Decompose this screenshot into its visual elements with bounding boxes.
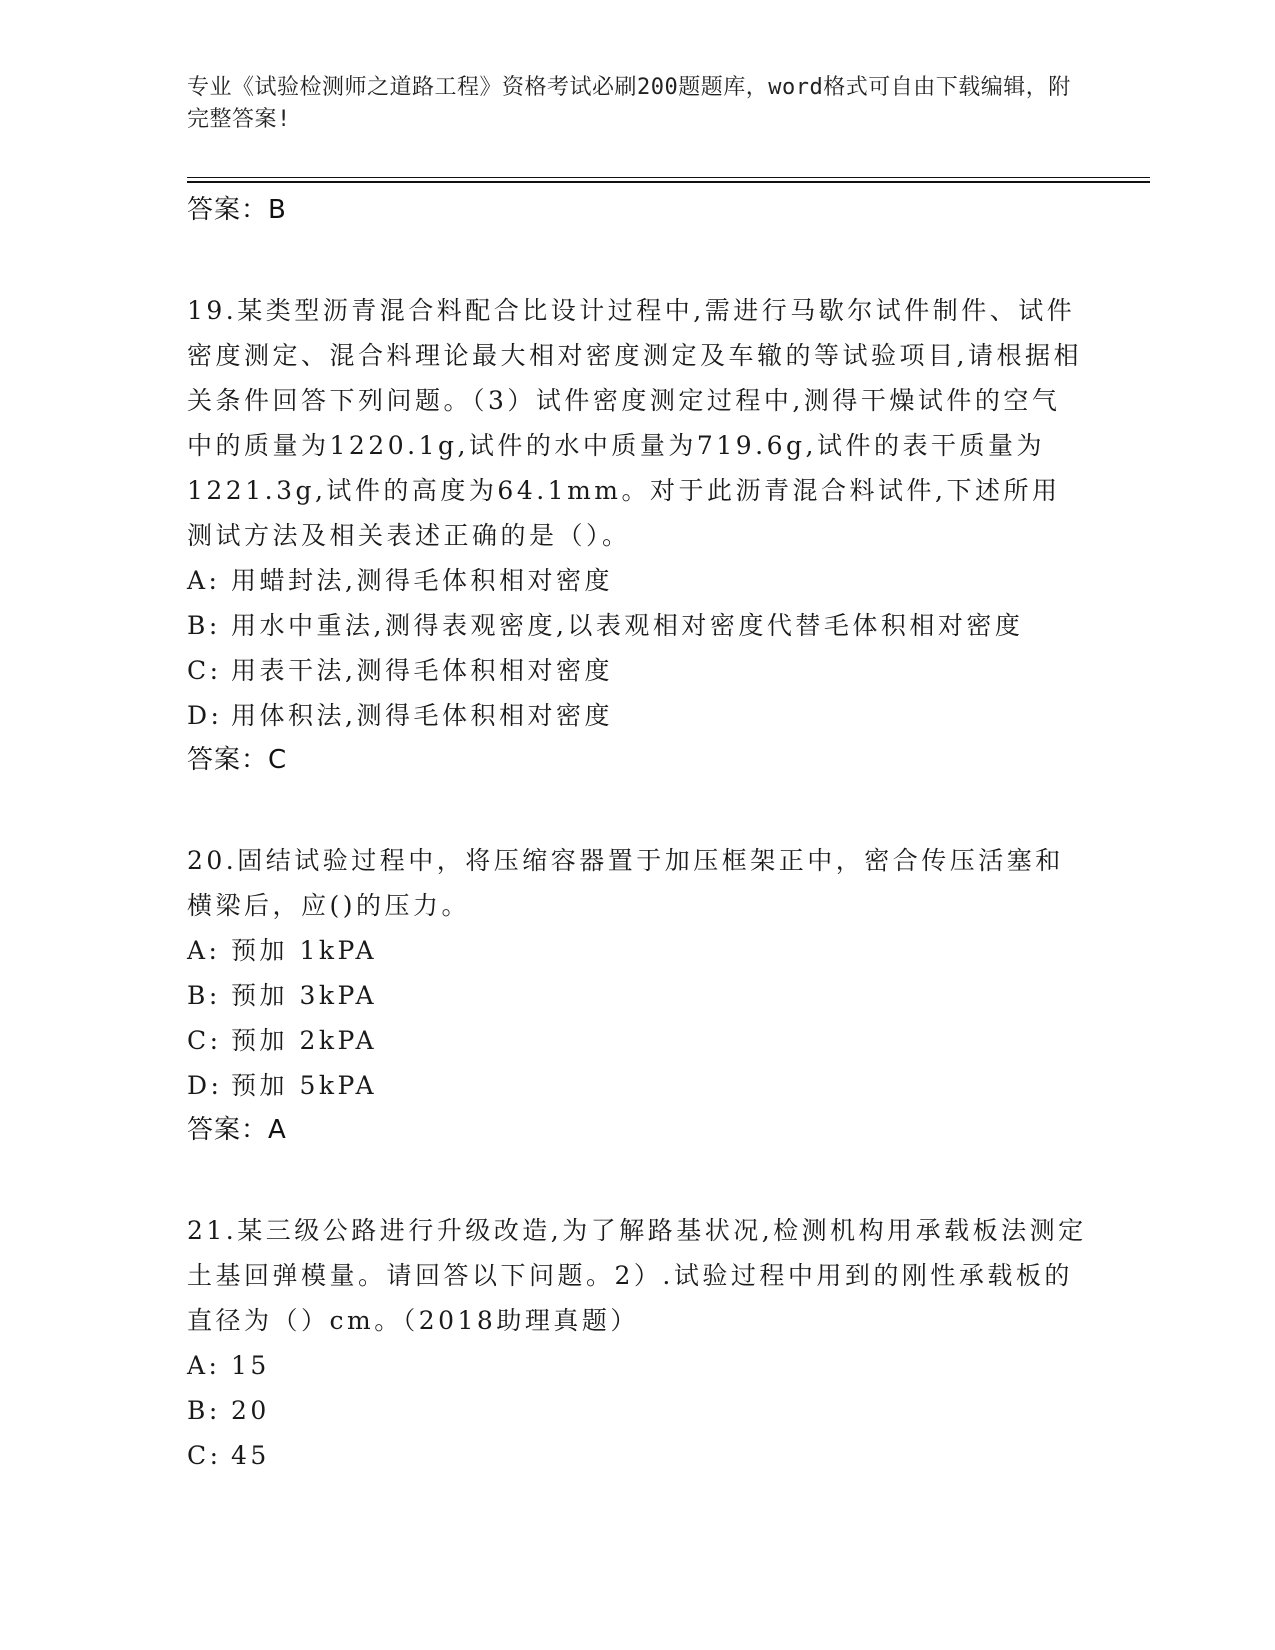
header-rule-thin <box>187 177 1150 178</box>
option-text: 预加 3kPA <box>231 981 378 1010</box>
option-letter: C: <box>187 1441 222 1470</box>
option-text: 预加 2kPA <box>231 1026 378 1055</box>
option-letter: D: <box>187 701 223 730</box>
option-letter: C: <box>187 656 222 685</box>
option-letter: D: <box>187 1071 223 1100</box>
option-a <box>187 928 1087 973</box>
option-text: 20 <box>231 1396 270 1425</box>
option-letter: B: <box>187 1396 221 1425</box>
option-a <box>187 558 1087 603</box>
question-item <box>187 288 1087 782</box>
question-item <box>187 1208 1087 1478</box>
option-b <box>187 1388 1087 1433</box>
option-c <box>187 1433 1087 1478</box>
document-content <box>187 188 1087 1478</box>
question-text: 21.某三级公路进行升级改造,为了解路基状况,检测机构用承载板法测定土基回弹模量。请回答以下问题。2）.试验过程中用到的刚性承载板的直径为（）cm。（2018助理真题） <box>187 1216 1087 1335</box>
option-b <box>187 603 1087 648</box>
option-text: 用体积法,测得毛体积相对密度 <box>231 701 613 730</box>
option-letter: A: <box>187 936 221 965</box>
option-b <box>187 973 1087 1018</box>
option-letter: B: <box>187 611 221 640</box>
option-text: 用水中重法,测得表观密度,以表观相对密度代替毛体积相对密度 <box>231 611 1024 640</box>
option-text: 用蜡封法,测得毛体积相对密度 <box>231 566 613 595</box>
option-text: 预加 1kPA <box>231 936 378 965</box>
answer-line: 答案：C <box>187 745 288 775</box>
option-c <box>187 648 1087 693</box>
option-letter: A: <box>187 566 221 595</box>
option-letter: A: <box>187 1351 221 1380</box>
option-text: 15 <box>231 1351 270 1380</box>
question-text: 20.固结试验过程中，将压缩容器置于加压框架正中，密合传压活塞和横梁后，应()的压力。 <box>187 846 1064 920</box>
option-c <box>187 1018 1087 1063</box>
option-d <box>187 1063 1087 1108</box>
option-d <box>187 693 1087 738</box>
question-item <box>187 838 1087 1152</box>
answer-line: 答案：A <box>187 1115 287 1145</box>
option-a <box>187 1343 1087 1388</box>
option-text: 45 <box>231 1441 270 1470</box>
page-header: 专业《试验检测师之道路工程》资格考试必刷200题题库，word格式可自由下载编辑，附完整答案! <box>187 75 1071 132</box>
question-text: 19.某类型沥青混合料配合比设计过程中,需进行马歇尔试件制件、试件密度测定、混合料理论最大相对密度测定及车辙的等试验项目,请根据相关条件回答下列问题。（3）试件密度测定过程中,测得干燥试件的空气中的质量为1220.1g,试件的水中质量为719.6g,试件的表干质量为1221.3g,试件的高度为64.1mm。对于此沥青混合料试件,下述所用测试方法及相关表述正确的是（）。 <box>187 296 1082 550</box>
option-letter: C: <box>187 1026 222 1055</box>
answer-line: 答案：B <box>187 195 287 225</box>
option-text: 用表干法,测得毛体积相对密度 <box>231 656 613 685</box>
header-rule-thick <box>187 181 1150 183</box>
option-letter: B: <box>187 981 221 1010</box>
option-text: 预加 5kPA <box>231 1071 378 1100</box>
